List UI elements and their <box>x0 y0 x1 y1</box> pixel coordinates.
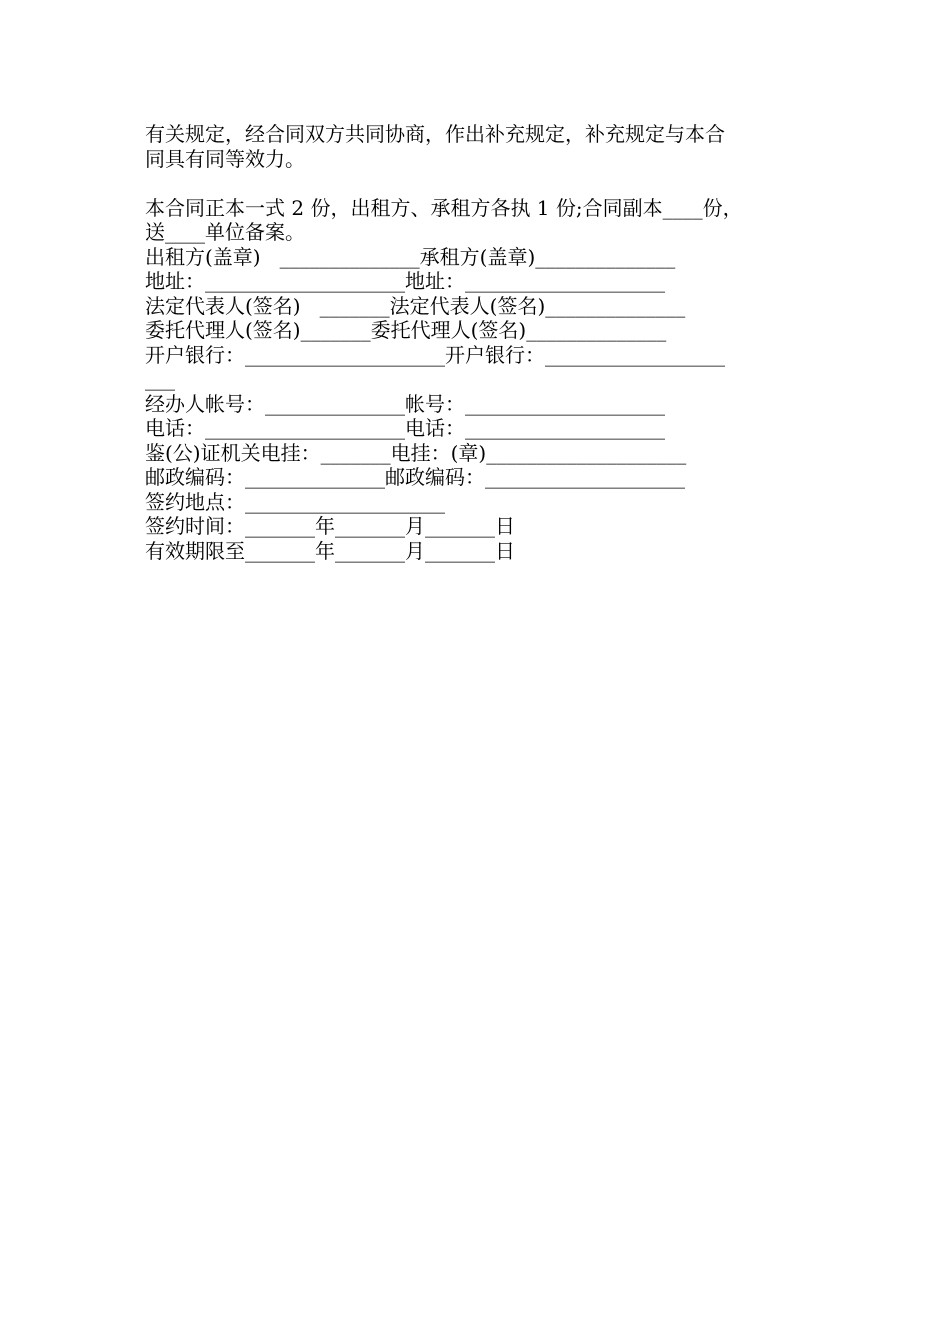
legal-representative-line: 法定代表人(签名) _______法定代表人(签名)______________ <box>145 293 686 318</box>
validity-date-line: 有效期限至_______年_______月_______日 <box>145 538 515 563</box>
bank-line: 开户银行：____________________开户银行：__________________ <box>145 342 725 367</box>
paragraph-line: 送____单位备案。 <box>145 220 305 244</box>
notary-telegraph-line: 鉴(公)证机关电挂：_______电挂：(章)____________________ <box>145 440 687 465</box>
phone-line: 电话：____________________电话：____________________ <box>145 416 665 440</box>
signing-date-line: 签约时间：_______年_______月_______日 <box>145 514 515 538</box>
authorized-agent-line: 委托代理人(签名)_______委托代理人(签名)______________ <box>145 318 667 342</box>
address-line: 地址：____________________地址：____________________ <box>145 269 665 293</box>
paragraph-line: 有关规定，经合同双方共同协商，作出补充规定，补充规定与本合 <box>145 122 725 146</box>
account-number-line: 经办人帐号：______________帐号：____________________ <box>145 391 665 416</box>
signing-place-line: 签约地点：____________________ <box>145 489 445 514</box>
contract-text <box>145 122 815 563</box>
paragraph-line: 同具有同等效力。 <box>145 146 305 171</box>
postal-code-line: 邮政编码：______________邮政编码：____________________ <box>145 465 685 489</box>
bank-line-continued: ___ <box>145 367 175 391</box>
paragraph-spacer <box>145 171 815 196</box>
lessor-seal-line: 出租方(盖章) ______________承租方(盖章)______________ <box>145 244 676 269</box>
paragraph-line: 本合同正本一式 2 份，出租方、承租方各执 1 份;合同副本____份， <box>145 195 743 220</box>
